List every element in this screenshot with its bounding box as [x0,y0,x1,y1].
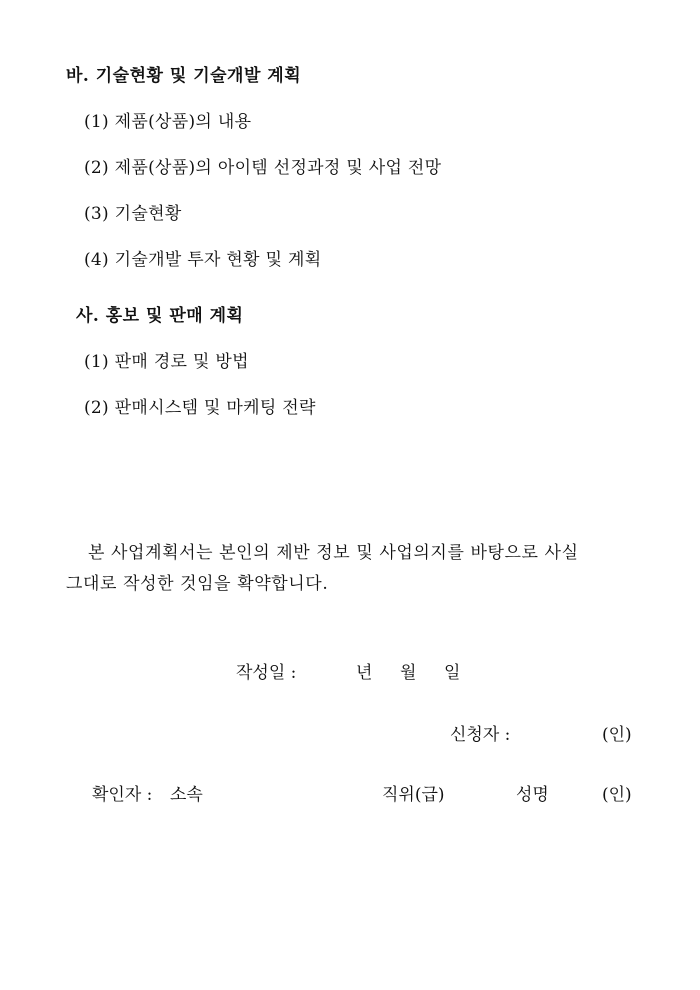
section-ba-item-1: (1) 제품(상품)의 내용 [84,112,252,132]
section-ba-item-3: (3) 기술현황 [84,204,182,224]
date-day: 일 [444,663,461,683]
date-label: 작성일 : [236,663,297,683]
applicant-label: 신청자 : [450,725,511,745]
section-ba-heading: 바. 기술현황 및 기술개발 계획 [66,66,302,86]
pledge-line-2: 그대로 작성한 것임을 확약합니다. [66,574,329,594]
confirmer-seal: (인) [602,785,632,805]
confirmer-label: 확인자 : [92,785,153,805]
section-ba-item-2: (2) 제품(상품)의 아이템 선정과정 및 사업 전망 [84,158,442,178]
section-sa-heading: 사. 홍보 및 판매 계획 [76,306,244,326]
section-sa-item-2: (2) 판매시스템 및 마케팅 전략 [84,398,316,418]
section-ba-item-4: (4) 기술개발 투자 현황 및 계획 [84,250,322,270]
applicant-seal: (인) [602,725,632,745]
confirmer-affiliation: 소속 [170,785,203,805]
pledge-line-1: 본 사업계획서는 본인의 제반 정보 및 사업의지를 바탕으로 사실 [88,543,579,563]
date-year: 년 [356,663,373,683]
date-month: 월 [400,663,417,683]
confirmer-name: 성명 [516,785,549,805]
section-sa-item-1: (1) 판매 경로 및 방법 [84,352,249,372]
confirmer-position: 직위(급) [382,785,445,805]
